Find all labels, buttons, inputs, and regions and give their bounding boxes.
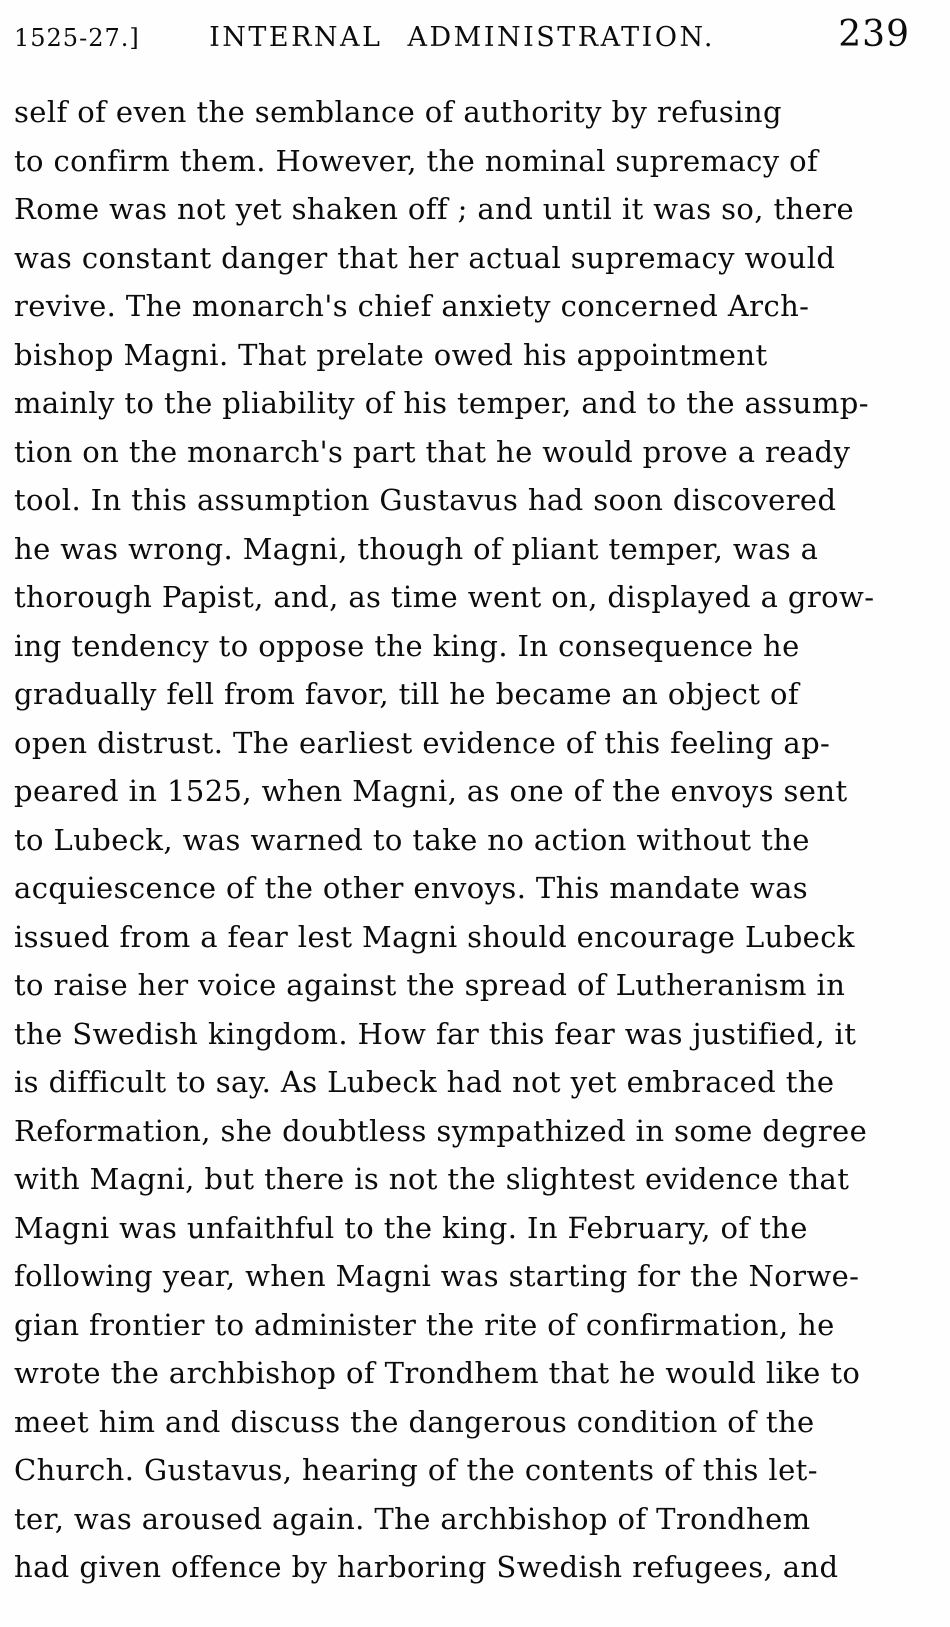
text-line: peared in 1525, when Magni, as one of the envoys sent — [14, 774, 848, 808]
text-line: gian frontier to administer the rite of confirmation, he — [14, 1307, 835, 1342]
text-line: Church. Gustavus, hearing of the contents of this let- — [14, 1453, 818, 1487]
text-line: to raise her voice against the spread of Lutheranism in — [14, 968, 846, 1002]
running-title: INTERNAL ADMINISTRATION. — [209, 22, 715, 53]
text-line: was constant danger that her actual supremacy would — [14, 240, 836, 275]
text-line: self of even the semblance of authority by refusing — [14, 95, 782, 129]
text-line: open distrust. The earliest evidence of this feeling ap- — [14, 725, 831, 760]
text-line: with Magni, but there is not the slightest evidence that — [14, 1162, 850, 1196]
text-line: Reformation, she doubtless sympathized in some degree — [14, 1113, 868, 1148]
text-line: tion on the monarch's part that he would prove a ready — [14, 434, 851, 469]
text-line: ter, was aroused again. The archbishop of Trondhem — [14, 1501, 811, 1536]
text-line: acquiescence of the other envoys. This mandate was — [14, 871, 809, 905]
text-line: Magni was unfaithful to the king. In February, of the — [14, 1210, 808, 1245]
text-line: ing tendency to oppose the king. In consequence he — [14, 628, 800, 663]
text-line: he was wrong. Magni, though of pliant temper, was a — [14, 531, 819, 566]
page-body — [14, 88, 906, 1592]
page-number: 239 — [838, 14, 910, 55]
text-line: issued from a fear lest Magni should encourage Lubeck — [14, 919, 855, 954]
text-line: the Swedish kingdom. How far this fear was justified, it — [14, 1016, 857, 1051]
text-line: thorough Papist, and, as time went on, displayed a grow- — [14, 580, 875, 614]
text-line: tool. In this assumption Gustavus had soon discovered — [14, 483, 837, 517]
text-line: mainly to the pliability of his temper, and to the assump- — [14, 386, 869, 420]
text-line: meet him and discuss the dangerous condition of the — [14, 1404, 815, 1439]
text-line: revive. The monarch's chief anxiety concerned Arch- — [14, 289, 810, 323]
text-line: bishop Magni. That prelate owed his appointment — [14, 337, 768, 372]
text-line: is difficult to say. As Lubeck had not yet embraced the — [14, 1065, 835, 1099]
text-line: had given offence by harboring Swedish refugees, and — [14, 1550, 839, 1584]
text-line: gradually fell from favor, till he became an object of — [14, 677, 799, 711]
text-line: wrote the archbishop of Trondhem that he would like to — [14, 1356, 861, 1390]
text-line: to confirm them. However, the nominal supremacy of — [14, 143, 819, 178]
header-date-range: 1525-27.] — [14, 24, 140, 52]
text-line: following year, when Magni was starting for the Norwe- — [14, 1259, 860, 1293]
text-line: Rome was not yet shaken off ; and until it was so, there — [14, 192, 855, 226]
page-header — [14, 14, 910, 55]
text-line: to Lubeck, was warned to take no action without the — [14, 822, 810, 857]
